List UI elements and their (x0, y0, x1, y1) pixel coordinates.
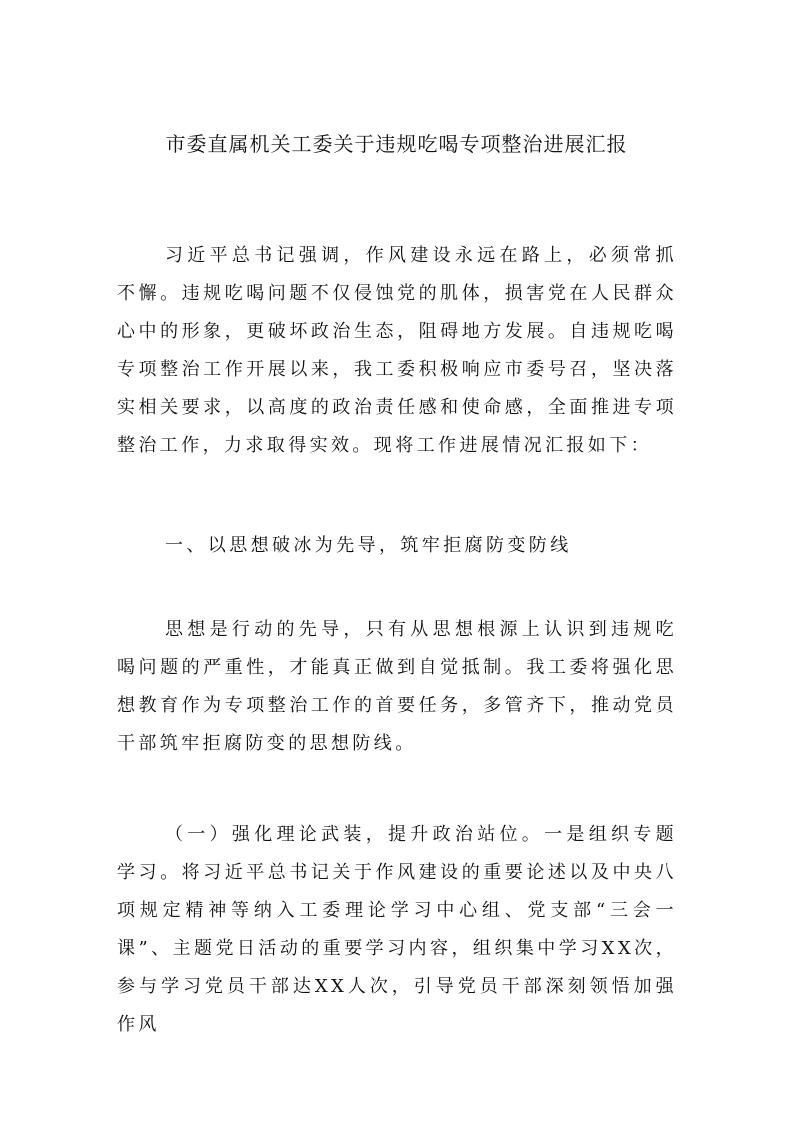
subsection-1-paragraph: （一）强化理论武装，提升政治站位。一是组织专题学习。将习近平总书记关于作风建设的重要论述以及中央八项规定精神等纳入工委理论学习中心组、党支部“三会一课”、主题党日活动的重要学习内容，组织集中学习XX次，参与学习党员干部达XX人次，引导党员干部深刻领悟加强作风 (117, 824, 677, 1035)
intro-paragraph: 习近平总书记强调，作风建设永远在路上，必须常抓不懈。违规吃喝问题不仅侵蚀党的肌体，损害党在人民群众心中的形象，更破坏政治生态，阻碍地方发展。自违规吃喝专项整治工作开展以来，我工委积极响应市委号召，坚决落实相关要求，以高度的政治责任感和使命感，全面推进专项整治工作，力求取得实效。现将工作进展情况汇报如下： (117, 245, 677, 456)
document-title: 市委直属机关工委关于违规吃喝专项整治进展汇报 (165, 132, 628, 156)
section-1-paragraph: 思想是行动的先导，只有从思想根源上认识到违规吃喝问题的严重性，才能真正做到自觉抵制。我工委将强化思想教育作为专项整治工作的首要任务，多管齐下，推动党员干部筑牢拒腐防变的思想防线。 (117, 619, 677, 754)
section-heading-1: 一、以思想破冰为先导，筑牢拒腐防变防线 (165, 535, 572, 556)
